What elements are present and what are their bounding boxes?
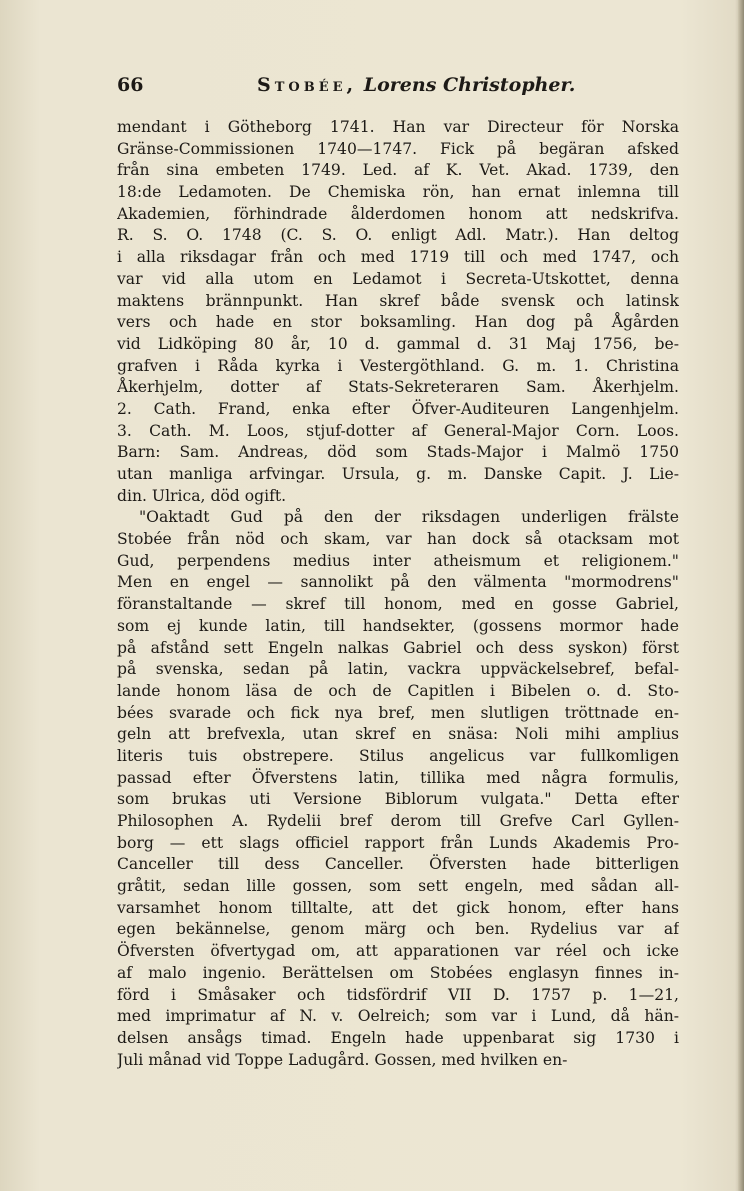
text-line: utan manliga arfvingar. Ursula, g. m. Danske Capit. J. Lie- (117, 465, 679, 483)
page-number: 66 (117, 74, 144, 96)
text-line: föranstaltande — skref till honom, med en gosse Gabriel, (117, 595, 679, 614)
text-line: Akademien, förhindrade ålderdomen honom att nedskrifva. (117, 204, 679, 223)
header-given-names: Lorens Christopher. (363, 74, 576, 96)
text-line: Canceller till dess Canceller. Öfversten hade bitterligen (117, 855, 679, 874)
text-line: som brukas uti Versione Biblorum vulgata." Detta efter (117, 790, 679, 809)
text-line: mendant i Götheborg 1741. Han var Directeur för Norska (117, 118, 679, 136)
text-line: delsen ansågs timad. Engeln hade uppenbarat sig 1730 i (117, 1028, 679, 1047)
text-line: Men en engel — sannolikt på den välmenta "mormodrens" (117, 573, 679, 592)
text-line: från sina embeten 1749. Led. af K. Vet. Akad. 1739, den (117, 161, 679, 180)
text-line: Åkerhjelm, dotter af Stats-Sekreteraren Sam. Åkerhjelm. (117, 378, 679, 397)
text-line: Gränse-Commissionen 1740—1747. Fick på begäran afsked (117, 139, 679, 158)
text-line: i alla riksdagar från och med 1719 till och med 1747, och (117, 248, 679, 267)
text-line: borg — ett slags officiel rapport från Lunds Akademis Pro- (117, 833, 679, 852)
text-line: lande honom läsa de och de Capitlen i Bibelen o. d. Sto- (117, 681, 679, 700)
text-line: varsamhet honom tilltalte, att det gick honom, efter hans (117, 898, 679, 917)
text-line: som ej kunde latin, till handsekter, (gossens mormor hade (117, 616, 679, 635)
header-surname: Stobée, (257, 74, 358, 96)
text-line: "Oaktadt Gud på den der riksdagen underligen frälste (139, 508, 679, 527)
text-line: förd i Småsaker och tidsfördrif VII D. 1757 p. 1—21, (117, 985, 679, 1004)
text-line: 2. Cath. Frand, enka efter Öfver-Auditeuren Langenhjelm. (117, 399, 679, 418)
page-edge (738, 0, 744, 1191)
body-text (117, 117, 679, 1071)
text-line: maktens brännpunkt. Han skref både svensk och latinsk (117, 291, 679, 310)
text-line: egen bekännelse, genom märg och ben. Rydelius var af (117, 920, 679, 939)
text-line: Gud, perpendens medius inter atheismum et religionem." (117, 551, 679, 570)
running-head (257, 74, 575, 96)
text-line: på svenska, sedan på latin, vackra uppväckelsebref, befal- (117, 660, 679, 679)
text-line: passad efter Öfverstens latin, tillika med några formulis, (117, 768, 679, 787)
text-line: din. Ulrica, död ogift. (117, 486, 287, 505)
running-header (117, 74, 677, 102)
text-line: R. S. O. 1748 (C. S. O. enligt Adl. Matr.). Han deltog (117, 226, 679, 245)
text-line: Öfversten öfvertygad om, att apparationen var réel och icke (117, 942, 679, 961)
text-line: vers och hade en stor boksamling. Han dog på Ågården (117, 313, 679, 332)
text-line: literis tuis obstrepere. Stilus angelicus var fullkomligen (117, 746, 679, 765)
text-line: Juli månad vid Toppe Ladugård. Gossen, med hvilken en- (117, 1050, 568, 1069)
text-line: på afstånd sett Engeln nalkas Gabriel och dess syskon) först (117, 638, 679, 657)
text-line: grafven i Råda kyrka i Vestergöthland. G. m. 1. Christina (117, 356, 679, 375)
text-line: 18:de Ledamoten. De Chemiska rön, han ernat inlemna till (117, 183, 679, 202)
text-line: 3. Cath. M. Loos, stjuf-dotter af General-Major Corn. Loos. (117, 421, 679, 440)
text-line: med imprimatur af N. v. Oelreich; som var i Lund, då hän- (117, 1007, 679, 1026)
text-line: af malo ingenio. Berättelsen om Stobées englasyn finnes in- (117, 963, 679, 982)
text-line: Stobée från nöd och skam, var han dock så otacksam mot (117, 530, 679, 549)
text-line: vid Lidköping 80 år, 10 d. gammal d. 31 Maj 1756, be- (117, 334, 679, 353)
text-line: bées svarade och fick nya bref, men slutligen tröttnade en- (117, 703, 679, 722)
text-line: Barn: Sam. Andreas, död som Stads-Major i Malmö 1750 (117, 443, 679, 462)
text-line: gråtit, sedan lille gossen, som sett engeln, med sådan all- (117, 877, 679, 896)
text-line: Philosophen A. Rydelii bref derom till Grefve Carl Gyllen- (117, 812, 679, 830)
text-line: geln att brefvexla, utan skref en snäsa: Noli mihi amplius (117, 725, 679, 744)
text-line: var vid alla utom en Ledamot i Secreta-Utskottet, denna (117, 269, 679, 288)
